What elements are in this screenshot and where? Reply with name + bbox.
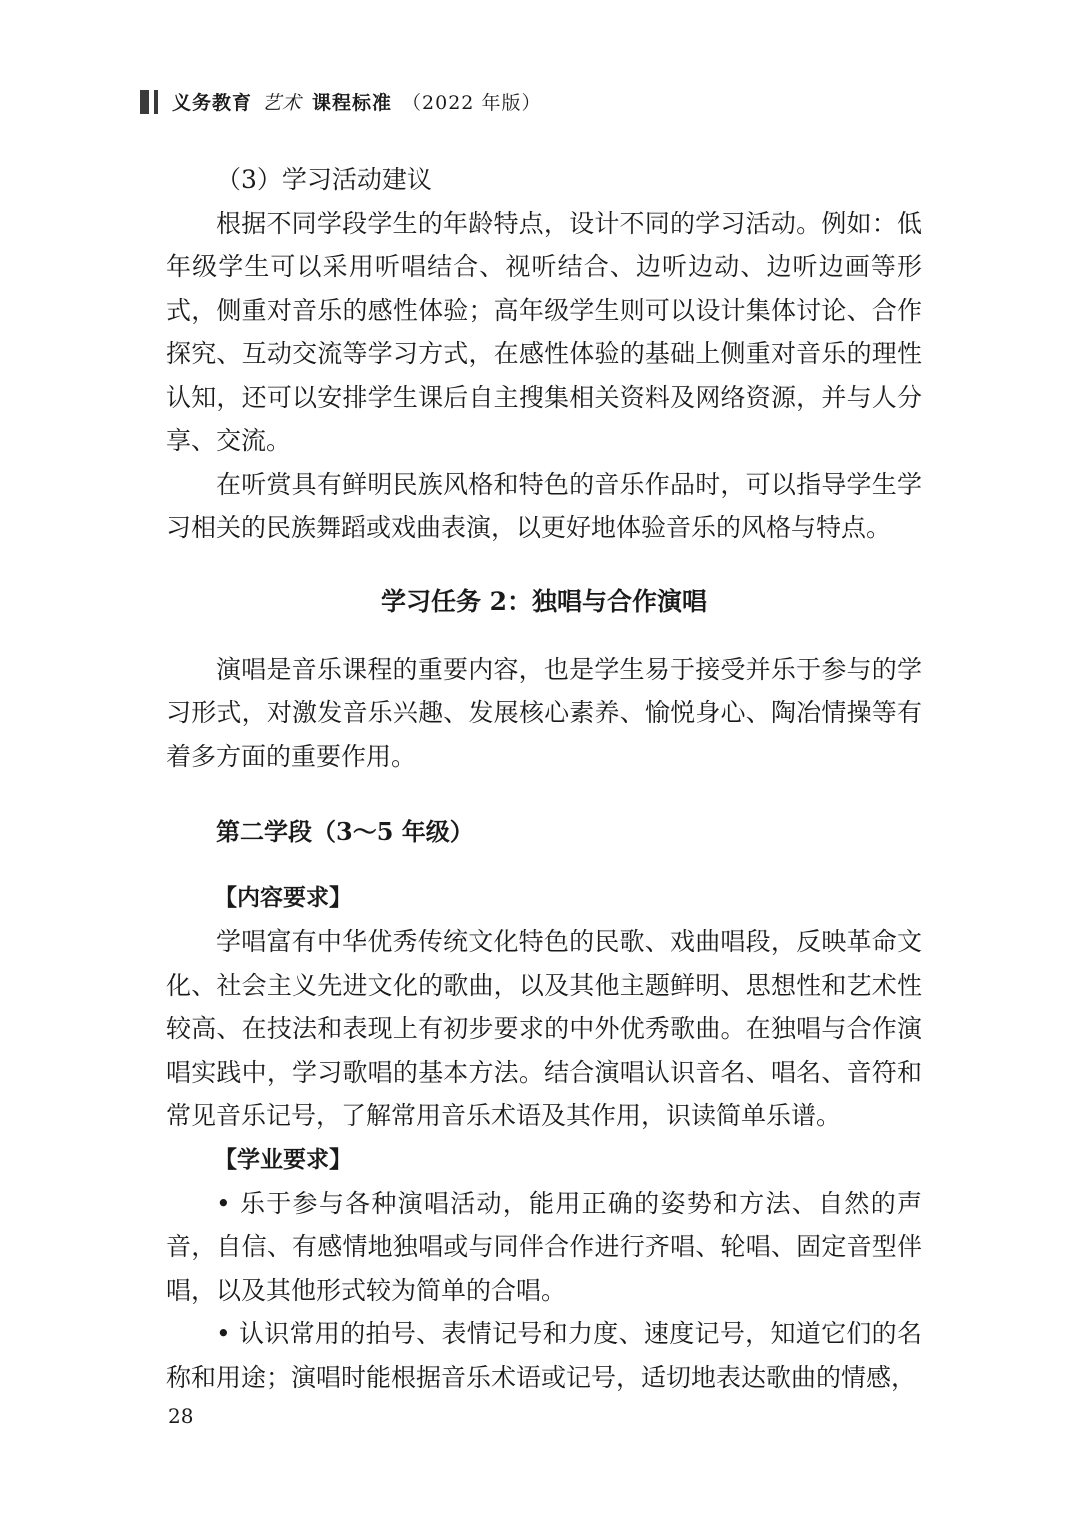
header-edition: （2022 年版） — [402, 92, 542, 114]
academic-item-2: • 认识常用的拍号、表情记号和力度、速度记号，知道它们的名称和用途；演唱时能根据音乐术语或记号，适切地表达歌曲的情感， — [166, 1319, 922, 1392]
header-title: 义务教育 — [172, 92, 253, 114]
page-number: 28 — [168, 1404, 194, 1428]
header-bars-icon — [140, 90, 158, 114]
academic-requirements-heading: 【学业要求】 — [214, 1145, 352, 1173]
academic-item-1: • 乐于参与各种演唱活动，能用正确的姿势和方法、自然的声音，自信、有感情地独唱或与同伴合作进行齐唱、轮唱、固定音型伴唱，以及其他形式较为简单的合唱。 — [166, 1188, 922, 1305]
activity-heading: （3）学习活动建议 — [216, 165, 432, 194]
header-subject: 艺术 — [262, 92, 303, 114]
activity-paragraph-2: 在听赏具有鲜明民族风格和特色的音乐作品时，可以指导学生学习相关的民族舞蹈或戏曲表演，以更好地体验音乐的风格与特点。 — [166, 469, 922, 542]
task-intro: 演唱是音乐课程的重要内容，也是学生易于接受并乐于参与的学习形式，对激发音乐兴趣、发展核心素养、愉悦身心、陶冶情操等有着多方面的重要作用。 — [166, 654, 922, 771]
page-body — [166, 158, 922, 1399]
content-requirements-text: 学唱富有中华优秀传统文化特色的民歌、戏曲唱段，反映革命文化、社会主义先进文化的歌曲，以及其他主题鲜明、思想性和艺术性较高、在技法和表现上有初步要求的中外优秀歌曲。在独唱与合作演唱实践中，学习歌唱的基本方法。结合演唱认识音名、唱名、音符和常见音乐记号，了解常用音乐术语及其作用，识读简单乐谱。 — [166, 927, 922, 1130]
content-requirements-heading: 【内容要求】 — [214, 884, 352, 911]
header-standard: 课程标准 — [312, 92, 393, 114]
running-header — [140, 88, 541, 115]
activity-paragraph-1: 根据不同学段学生的年龄特点，设计不同的学习活动。例如：低年级学生可以采用听唱结合、视听结合、边听边动、边听边画等形式，侧重对音乐的感性体验；高年级学生则可以设计集体讨论、合作探究、互动交流等学习方式，在感性体验的基础上侧重对音乐的理性认知，还可以安排学生课后自主搜集相关资料及网络资源，并与人分享、交流。 — [166, 208, 922, 455]
stage-title: 第二学段（3～5 年级） — [216, 817, 474, 846]
task-title: 学习任务 2：独唱与合作演唱 — [380, 586, 708, 616]
